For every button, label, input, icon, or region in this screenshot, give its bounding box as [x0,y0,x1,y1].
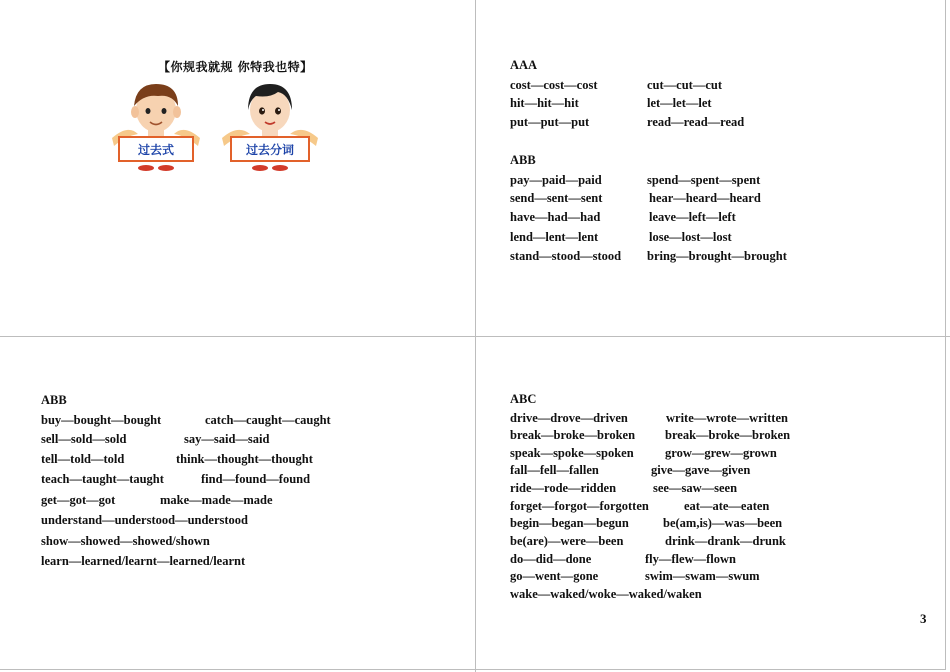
verb-forms: lose—lost—lost [649,230,732,244]
verb-forms: hear—heard—heard [649,191,761,205]
verb-forms: give—gave—given [651,463,751,477]
heading-abb: ABB [510,153,536,167]
verb-forms: grow—grew—grown [665,446,777,460]
verb-forms: go—went—gone [510,569,599,583]
horizontal-divider [0,336,950,337]
boy-cartoon-card [108,80,204,172]
verb-forms: cut—cut—cut [647,78,722,92]
verb-forms: cost—cost—cost [510,78,598,92]
slide-title: 【你规我就规 你特我也特】 [158,60,313,74]
heading-abb-2: ABB [41,393,67,407]
verb-forms: stand—stood—stood [510,249,622,263]
past-tense-label: 过去式 [118,136,194,162]
verb-forms: see—saw—seen [653,481,738,495]
verb-forms: say—said—said [184,432,270,446]
verb-forms: make—made—made [160,493,273,507]
verb-forms: drive—drove—driven [510,411,628,425]
verb-forms: read—read—read [647,115,745,129]
verb-forms: write—wrote—written [666,411,788,425]
verb-forms: have—had—had [510,210,601,224]
verb-forms: ride—rode—ridden [510,481,617,495]
verb-forms: catch—caught—caught [205,413,331,427]
verb-forms: spend—spent—spent [647,173,761,187]
verb-forms: find—found—found [201,472,311,486]
verb-forms: sell—sold—sold [41,432,127,446]
verb-forms: wake—waked/woke—waked/waken [510,587,702,601]
verb-forms: get—got—got [41,493,116,507]
verb-forms: buy—bought—bought [41,413,162,427]
verb-forms: hit—hit—hit [510,96,579,110]
verb-forms: tell—told—told [41,452,125,466]
verb-forms: drink—drank—drunk [665,534,786,548]
verb-forms: let—let—let [647,96,712,110]
verb-forms: eat—ate—eaten [684,499,770,513]
girl-cartoon-card [218,80,322,172]
verb-forms: put—put—put [510,115,590,129]
verb-forms: begin—began—begun [510,516,629,530]
verb-forms: teach—taught—taught [41,472,164,486]
heading-aaa: AAA [510,58,538,72]
verb-forms: learn—learned/learnt—learned/learnt [41,554,246,568]
verb-forms: speak—spoke—spoken [510,446,634,460]
verb-forms: break—broke—broken [665,428,791,442]
page-number: 3 [920,611,927,626]
verb-forms: forget—forgot—forgotten [510,499,649,513]
verb-forms: lend—lent—lent [510,230,599,244]
verb-forms: fly—flew—flown [645,552,736,566]
verb-forms: do—did—done [510,552,592,566]
past-participle-label: 过去分词 [230,136,310,162]
verb-forms: leave—left—left [649,210,736,224]
verb-forms: be(are)—were—been [510,534,624,548]
verb-forms: be(am,is)—was—been [663,516,783,530]
verb-forms: send—sent—sent [510,191,603,205]
verb-forms: break—broke—broken [510,428,636,442]
verb-forms: show—showed—showed/shown [41,534,210,548]
verb-forms: think—thought—thought [176,452,313,466]
verb-forms: pay—paid—paid [510,173,602,187]
verb-forms: bring—brought—brought [647,249,787,263]
verb-forms: fall—fell—fallen [510,463,599,477]
verb-forms: swim—swam—swum [645,569,760,583]
heading-abc: ABC [510,392,537,406]
verb-forms: understand—understood—understood [41,513,248,527]
